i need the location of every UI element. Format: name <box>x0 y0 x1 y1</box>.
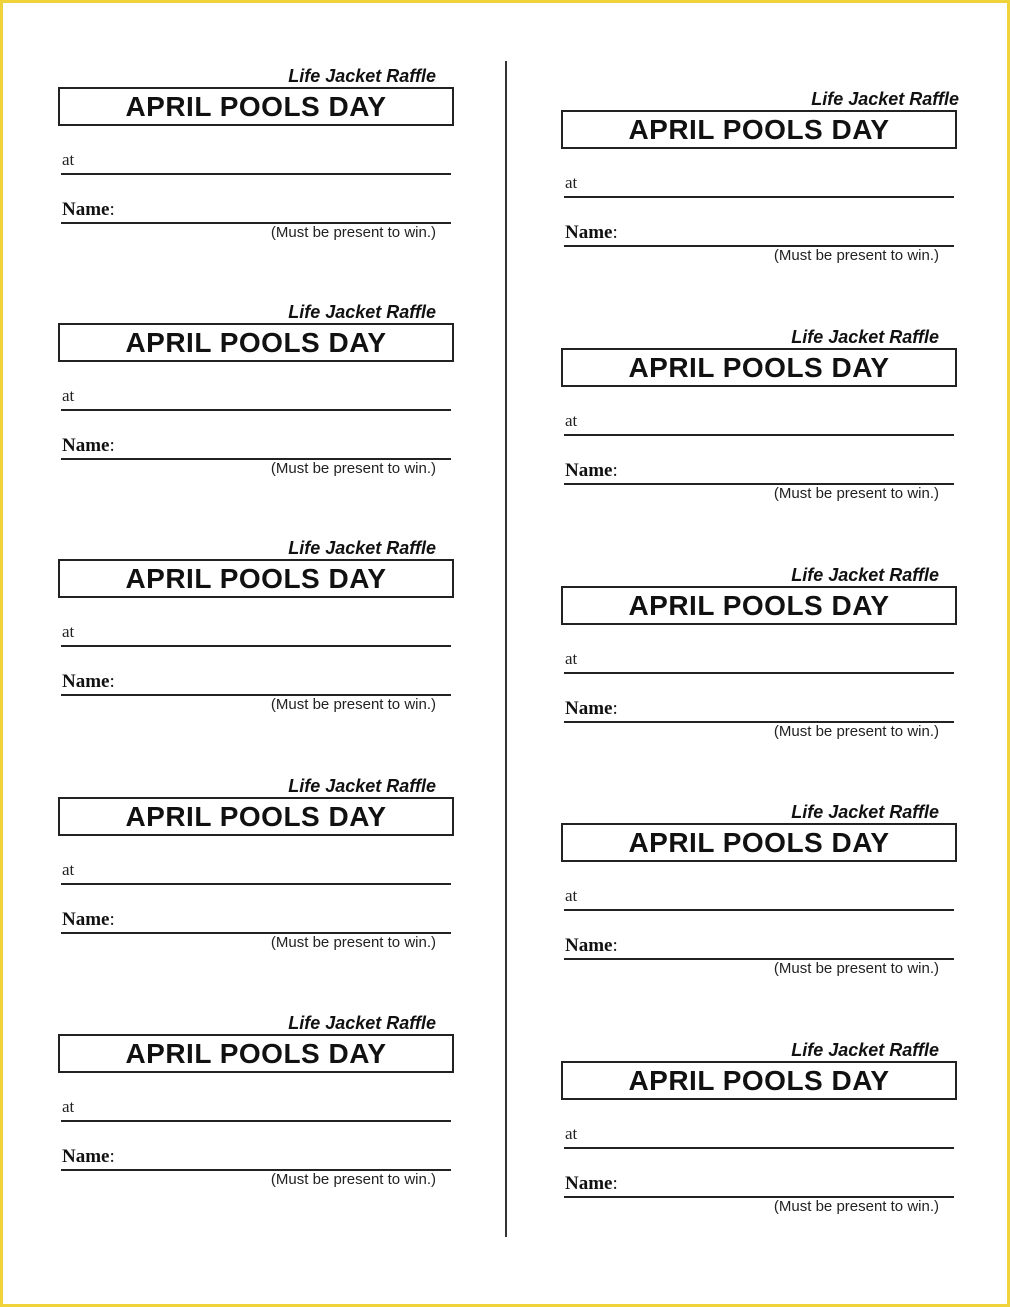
at-label: at <box>62 150 75 169</box>
ticket-10 <box>561 1039 961 1215</box>
ticket-title: APRIL POOLS DAY <box>561 110 957 149</box>
ticket-9 <box>561 801 961 977</box>
raffle-subtitle: Life Jacket Raffle <box>288 1013 436 1033</box>
ticket-title: APRIL POOLS DAY <box>561 1061 957 1100</box>
must-be-present-note: (Must be present to win.) <box>270 696 436 713</box>
at-field-line[interactable] <box>564 196 954 198</box>
raffle-subtitle: Life Jacket Raffle <box>791 802 939 822</box>
raffle-subtitle: Life Jacket Raffle <box>791 1040 939 1060</box>
at-field-line[interactable] <box>564 672 954 674</box>
at-field-line[interactable] <box>564 434 954 436</box>
at-field-line[interactable] <box>564 1147 954 1149</box>
at-label: at <box>62 386 75 405</box>
at-field-line[interactable] <box>61 1120 451 1122</box>
at-label: at <box>62 860 75 879</box>
at-label: at <box>62 622 75 641</box>
must-be-present-note: (Must be present to win.) <box>270 1171 436 1188</box>
at-field-line[interactable] <box>61 645 451 647</box>
ticket-title: APRIL POOLS DAY <box>561 586 957 625</box>
must-be-present-note: (Must be present to win.) <box>773 485 939 502</box>
must-be-present-note: (Must be present to win.) <box>270 460 436 477</box>
name-label: Name: <box>565 460 618 481</box>
ticket-2 <box>58 301 458 477</box>
ticket-7 <box>561 326 961 502</box>
raffle-subtitle: Life Jacket Raffle <box>791 327 939 347</box>
name-label: Name: <box>62 199 115 220</box>
at-field-line[interactable] <box>61 409 451 411</box>
ticket-8 <box>561 564 961 740</box>
ticket-title: APRIL POOLS DAY <box>58 1034 454 1073</box>
must-be-present-note: (Must be present to win.) <box>270 934 436 951</box>
ticket-5 <box>58 1012 458 1188</box>
ticket-4 <box>58 775 458 951</box>
ticket-1 <box>58 65 458 241</box>
at-field-line[interactable] <box>61 173 451 175</box>
name-label: Name: <box>565 698 618 719</box>
ticket-title: APRIL POOLS DAY <box>58 559 454 598</box>
ticket-3 <box>58 537 458 713</box>
at-label: at <box>565 411 578 430</box>
ticket-6 <box>561 88 961 264</box>
raffle-subtitle: Life Jacket Raffle <box>811 89 959 109</box>
must-be-present-note: (Must be present to win.) <box>773 960 939 977</box>
name-label: Name: <box>62 1146 115 1167</box>
raffle-subtitle: Life Jacket Raffle <box>288 66 436 86</box>
name-label: Name: <box>565 222 618 243</box>
raffle-subtitle: Life Jacket Raffle <box>288 538 436 558</box>
must-be-present-note: (Must be present to win.) <box>773 1198 939 1215</box>
raffle-subtitle: Life Jacket Raffle <box>288 302 436 322</box>
name-label: Name: <box>565 1173 618 1194</box>
name-label: Name: <box>565 935 618 956</box>
ticket-title: APRIL POOLS DAY <box>561 348 957 387</box>
ticket-title: APRIL POOLS DAY <box>58 87 454 126</box>
at-label: at <box>565 1124 578 1143</box>
must-be-present-note: (Must be present to win.) <box>773 723 939 740</box>
at-label: at <box>565 173 578 192</box>
at-field-line[interactable] <box>564 909 954 911</box>
must-be-present-note: (Must be present to win.) <box>270 224 436 241</box>
column-divider <box>505 61 507 1237</box>
name-label: Name: <box>62 909 115 930</box>
at-label: at <box>62 1097 75 1116</box>
name-label: Name: <box>62 435 115 456</box>
raffle-subtitle: Life Jacket Raffle <box>791 565 939 585</box>
raffle-subtitle: Life Jacket Raffle <box>288 776 436 796</box>
at-label: at <box>565 886 578 905</box>
ticket-title: APRIL POOLS DAY <box>58 323 454 362</box>
ticket-title: APRIL POOLS DAY <box>58 797 454 836</box>
at-field-line[interactable] <box>61 883 451 885</box>
ticket-title: APRIL POOLS DAY <box>561 823 957 862</box>
name-label: Name: <box>62 671 115 692</box>
must-be-present-note: (Must be present to win.) <box>773 247 939 264</box>
at-label: at <box>565 649 578 668</box>
